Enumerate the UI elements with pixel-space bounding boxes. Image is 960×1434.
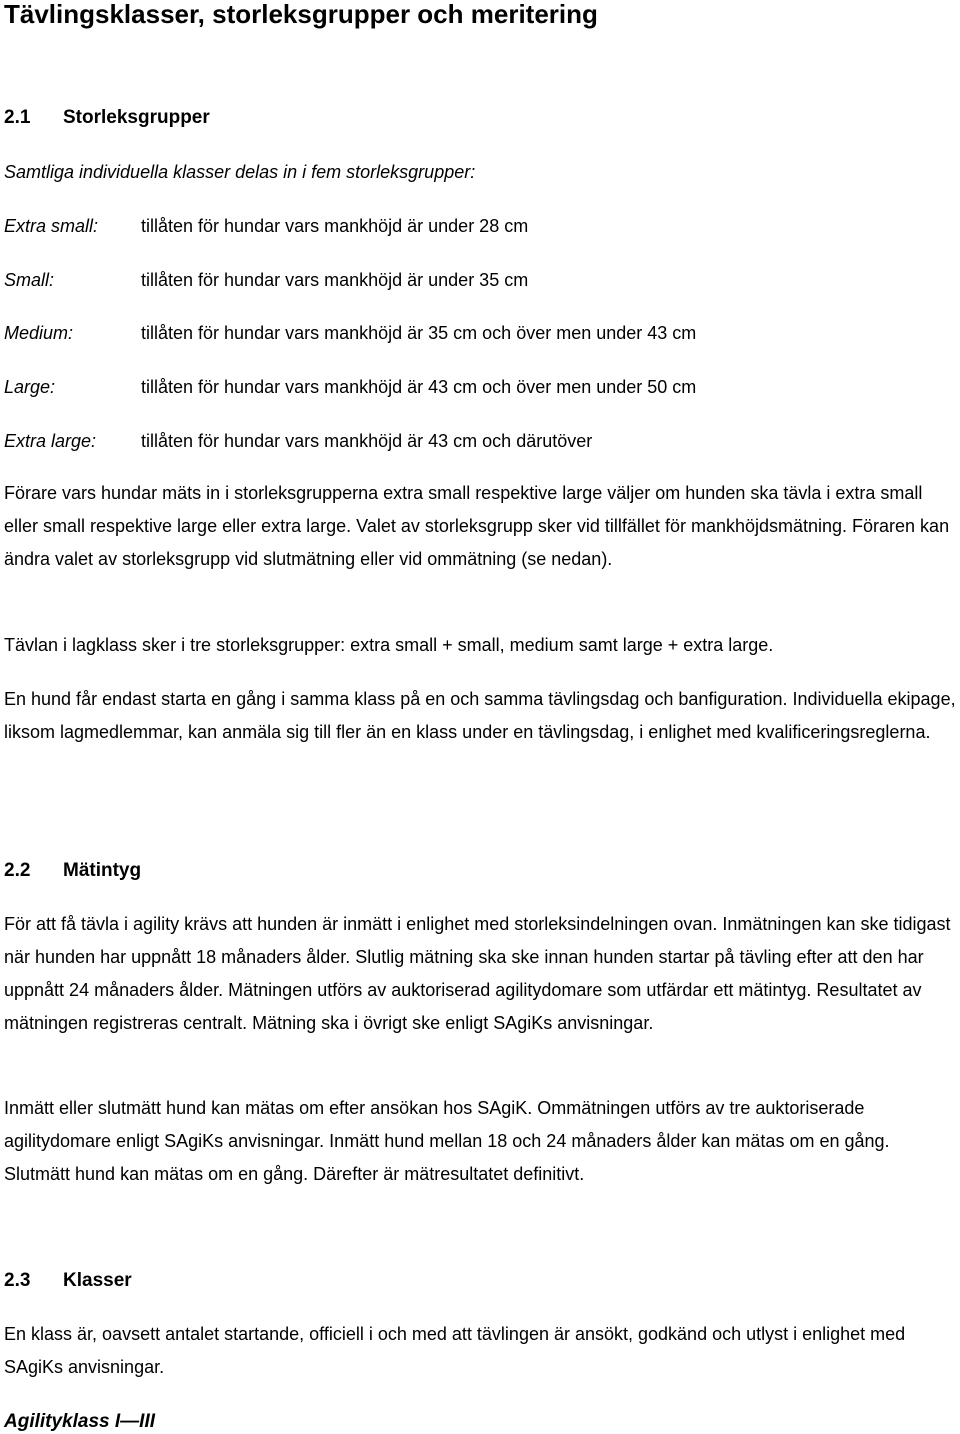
size-label-extra-large: Extra large: <box>4 431 97 451</box>
remeasurement-paragraph: Inmätt eller slutmätt hund kan mätas om efter ansökan hos SAgiK. Ommätningen utförs av tre auktoriserade agilitydomare enligt SAgiKs anvisningar. Inmätt hund mellan 18 och 24 månaders ålder kan mätas om en gång. Slutmätt hund kan mätas om en gång. Därefter är mätresultatet definitivt. <box>4 1098 890 1184</box>
size-label-medium: Medium: <box>4 323 74 343</box>
size-desc-extra-small: tillåten för hundar vars mankhöjd är under 28 cm <box>141 216 529 236</box>
section-number: 2.3 <box>4 1270 31 1291</box>
section-heading-2-2 <box>4 860 141 882</box>
start-rules-paragraph: En hund får endast starta en gång i samma klass på en och samma tävlingsdag och banfiguration. Individuella ekipage, liksom lagmedlemmar, kan anmäla sig till fler än en klass under en tävlingsdag, i enlighet med kvalificeringsreglerna. <box>4 689 956 742</box>
size-desc-small: tillåten för hundar vars mankhöjd är under 35 cm <box>141 270 529 290</box>
section-number: 2.1 <box>4 107 31 128</box>
section-title: Storleksgrupper <box>63 107 210 128</box>
section-title: Mätintyg <box>63 860 142 881</box>
page-title: Tävlingsklasser, storleksgrupper och meritering <box>4 0 598 29</box>
section-heading-2-1 <box>4 107 210 129</box>
agility-class-subheading: Agilityklass I—III <box>4 1411 155 1432</box>
measurement-paragraph: För att få tävla i agility krävs att hunden är inmätt i enlighet med storleksindelningen ovan. Inmätningen kan ske tidigast när hunden har uppnått 18 månaders ålder. Slutlig mätning ska ske innan hunden startar på tävling efter att den har uppnått 24 månaders ålder. Mätningen utförs av auktoriserad agilitydomare som utfärdar ett mätintyg. Resultatet av mätningen registreras centralt. Mätning ska i övrigt ske enligt SAgiKs anvisningar. <box>4 914 951 1033</box>
section-heading-2-3 <box>4 1270 132 1292</box>
class-definition-paragraph: En klass är, oavsett antalet startande, officiell i och med att tävlingen är ansökt, godkänd och utlyst i enlighet med SAgiKs anvisningar. <box>4 1324 906 1377</box>
size-choice-paragraph: Förare vars hundar mäts in i storleksgrupperna extra small respektive large väljer om hunden ska tävla i extra small eller small respektive large eller extra large. Valet av storleksgrupp sker vid tillfället för mankhöjdsmätning. Föraren kan ändra valet av storleksgrupp vid slutmätning eller vid ommätning (se nedan). <box>4 483 950 569</box>
size-desc-extra-large: tillåten för hundar vars mankhöjd är 43 cm och därutöver <box>141 431 593 451</box>
size-groups-intro: Samtliga individuella klasser delas in i fem storleksgrupper: <box>4 162 476 182</box>
size-label-extra-small: Extra small: <box>4 216 99 236</box>
size-desc-large: tillåten för hundar vars mankhöjd är 43 cm och över men under 50 cm <box>141 377 697 397</box>
section-title: Klasser <box>63 1270 132 1291</box>
team-class-paragraph: Tävlan i lagklass sker i tre storleksgrupper: extra small + small, medium samt large + extra large. <box>4 635 774 655</box>
section-number: 2.2 <box>4 860 31 881</box>
size-desc-medium: tillåten för hundar vars mankhöjd är 35 cm och över men under 43 cm <box>141 323 697 343</box>
size-label-small: Small: <box>4 270 55 290</box>
size-label-large: Large: <box>4 377 56 397</box>
